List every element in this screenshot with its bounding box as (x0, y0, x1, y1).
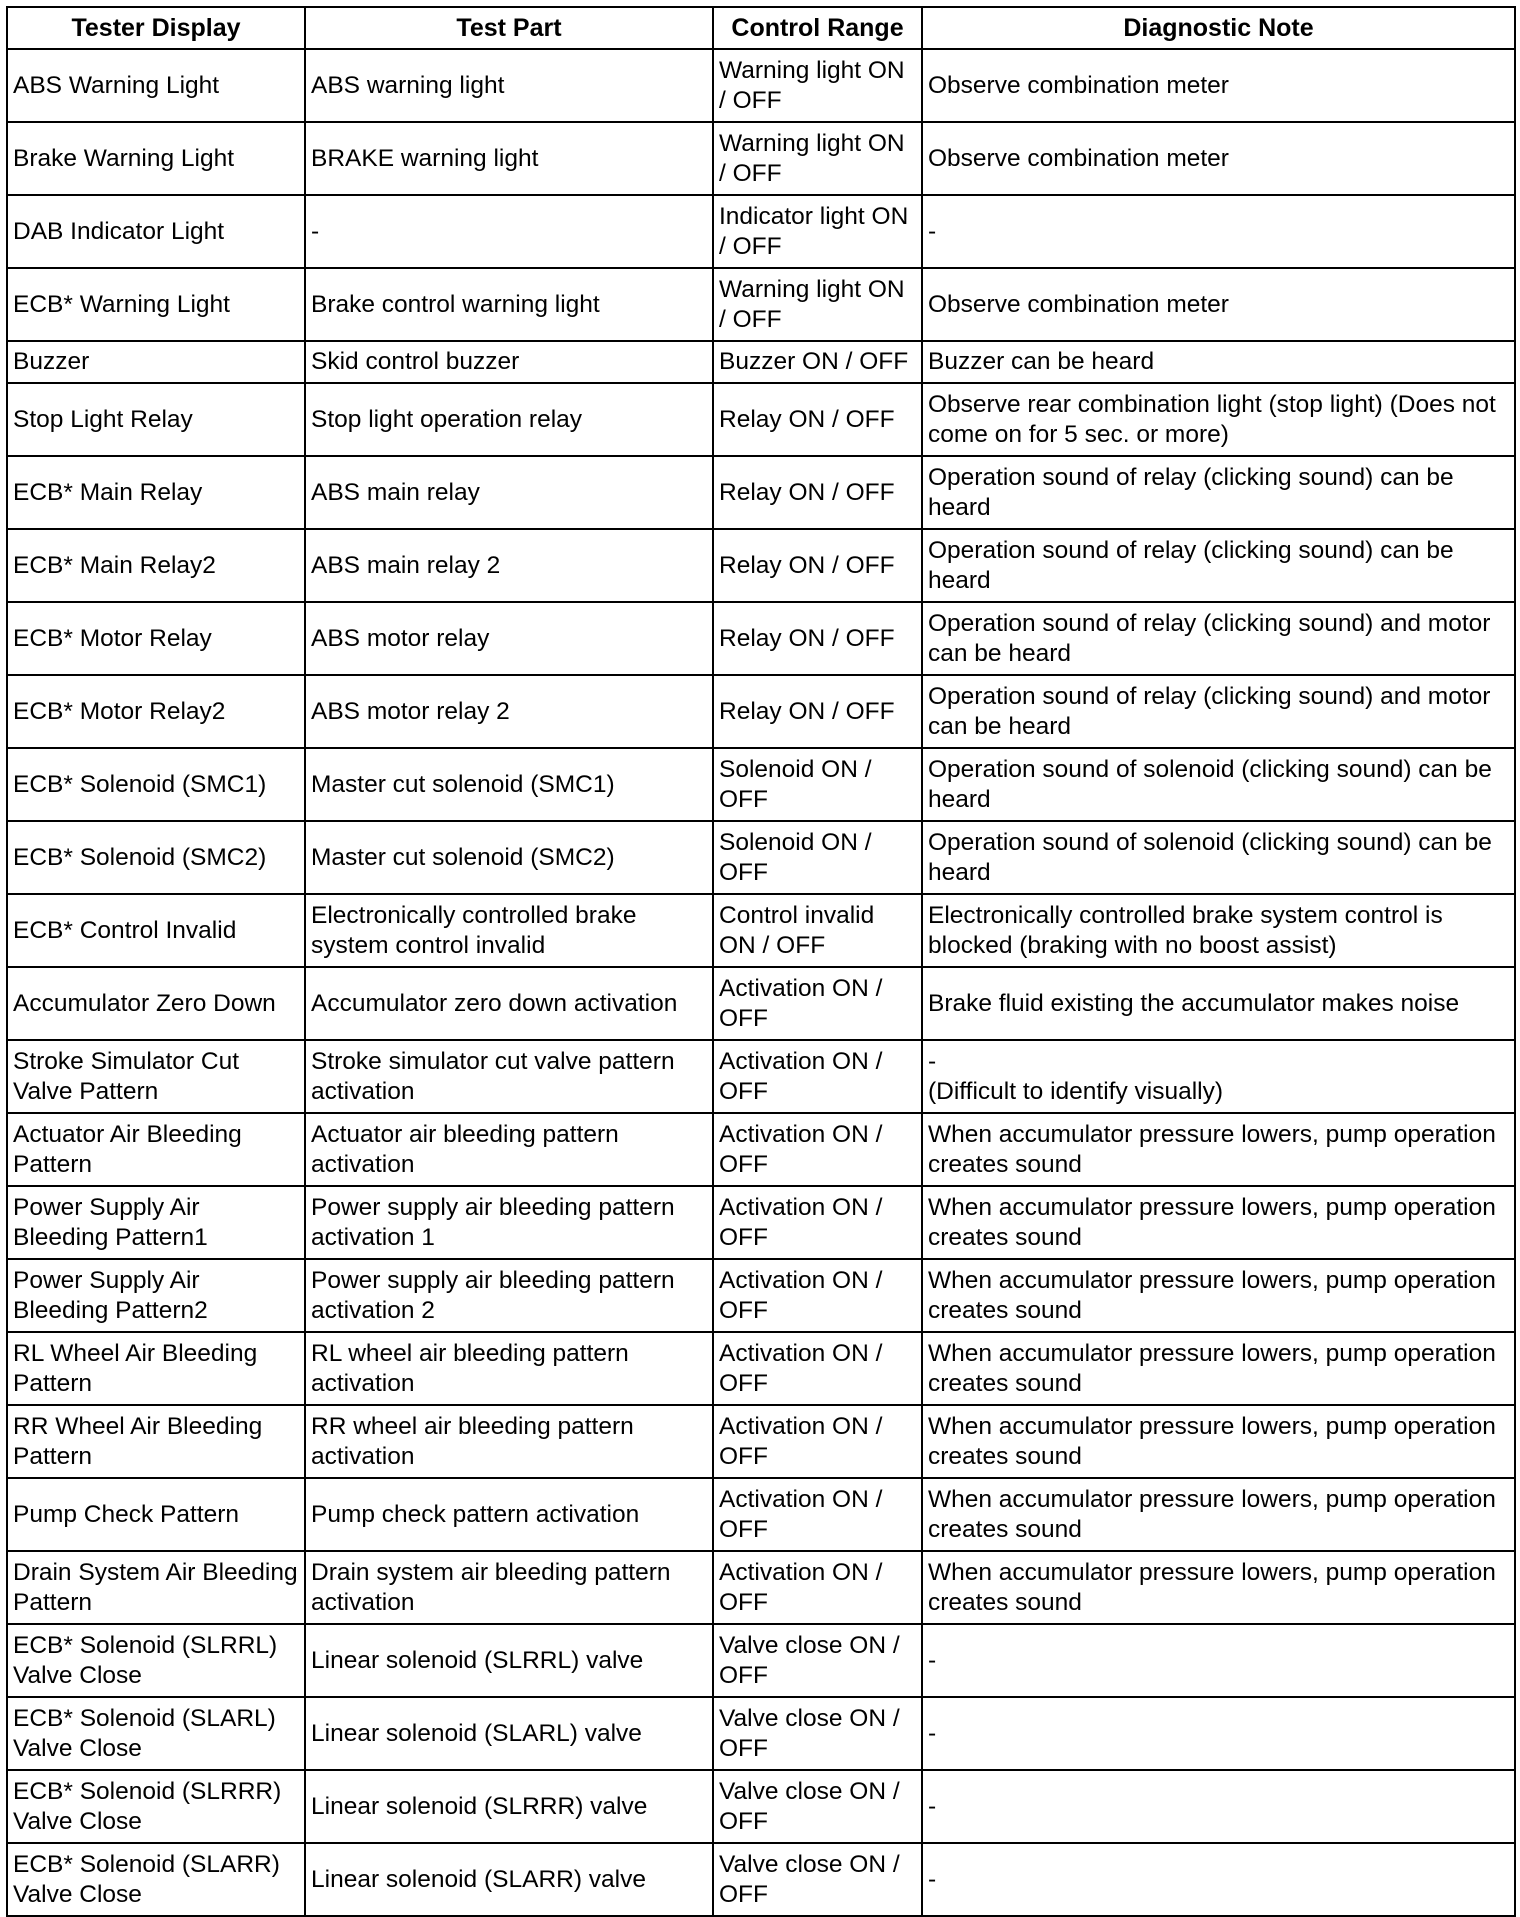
control-range-cell: Control invalid ON / OFF (713, 894, 922, 967)
table-row (7, 529, 1515, 602)
diagnostic-note-cell: Observe combination meter (922, 49, 1515, 122)
table-row (7, 1186, 1515, 1259)
tester-display-cell: RL Wheel Air Bleeding Pattern (7, 1332, 305, 1405)
tester-display-cell: ECB* Motor Relay2 (7, 675, 305, 748)
table-row (7, 383, 1515, 456)
table-row (7, 1624, 1515, 1697)
test-part-cell: Accumulator zero down activation (305, 967, 713, 1040)
test-part-cell: Linear solenoid (SLRRL) valve (305, 1624, 713, 1697)
table-row (7, 1113, 1515, 1186)
control-range-cell: Warning light ON / OFF (713, 268, 922, 341)
tester-display-cell: DAB Indicator Light (7, 195, 305, 268)
control-range-cell: Relay ON / OFF (713, 383, 922, 456)
control-range-cell: Activation ON / OFF (713, 1551, 922, 1624)
tester-display-cell: Actuator Air Bleeding Pattern (7, 1113, 305, 1186)
tester-display-cell: ECB* Main Relay2 (7, 529, 305, 602)
control-range-cell: Indicator light ON / OFF (713, 195, 922, 268)
tester-display-cell: ECB* Solenoid (SLARR) Valve Close (7, 1843, 305, 1916)
diagnostic-note-cell: Buzzer can be heard (922, 341, 1515, 383)
control-range-cell: Activation ON / OFF (713, 967, 922, 1040)
table-row (7, 1478, 1515, 1551)
diagnostic-note-cell: When accumulator pressure lowers, pump operation creates sound (922, 1113, 1515, 1186)
tester-display-cell: ECB* Control Invalid (7, 894, 305, 967)
test-part-cell: RL wheel air bleeding pattern activation (305, 1332, 713, 1405)
table-row (7, 1040, 1515, 1113)
diagnostic-note-cell: When accumulator pressure lowers, pump operation creates sound (922, 1551, 1515, 1624)
diagnostic-note-cell: When accumulator pressure lowers, pump operation creates sound (922, 1259, 1515, 1332)
control-range-cell: Valve close ON / OFF (713, 1624, 922, 1697)
tester-display-cell: Drain System Air Bleeding Pattern (7, 1551, 305, 1624)
table-row (7, 1697, 1515, 1770)
test-part-cell: ABS motor relay 2 (305, 675, 713, 748)
diagnostic-note-cell: Electronically controlled brake system control is blocked (braking with no boost assist) (922, 894, 1515, 967)
diagnostic-note-cell: When accumulator pressure lowers, pump operation creates sound (922, 1332, 1515, 1405)
tester-display-cell: ECB* Solenoid (SLRRR) Valve Close (7, 1770, 305, 1843)
control-range-cell: Warning light ON / OFF (713, 49, 922, 122)
test-part-cell: Brake control warning light (305, 268, 713, 341)
tester-display-cell: ECB* Main Relay (7, 456, 305, 529)
diagnostic-note-cell: - (922, 1697, 1515, 1770)
tester-display-cell: ECB* Solenoid (SLARL) Valve Close (7, 1697, 305, 1770)
diagnostic-note-cell: Observe combination meter (922, 268, 1515, 341)
tester-display-cell: ECB* Warning Light (7, 268, 305, 341)
header-row (7, 7, 1515, 49)
tester-display-cell: ECB* Solenoid (SMC1) (7, 748, 305, 821)
control-range-cell: Activation ON / OFF (713, 1405, 922, 1478)
tester-display-cell: ECB* Solenoid (SLRRL) Valve Close (7, 1624, 305, 1697)
table-row (7, 748, 1515, 821)
active-test-table (6, 6, 1516, 1917)
control-range-cell: Activation ON / OFF (713, 1186, 922, 1259)
header-test-part: Test Part (305, 7, 713, 49)
tester-display-cell: Power Supply Air Bleeding Pattern2 (7, 1259, 305, 1332)
diagnostic-note-cell: Observe rear combination light (stop light) (Does not come on for 5 sec. or more) (922, 383, 1515, 456)
test-part-cell: Master cut solenoid (SMC2) (305, 821, 713, 894)
test-part-cell: Drain system air bleeding pattern activation (305, 1551, 713, 1624)
test-part-cell: Electronically controlled brake system control invalid (305, 894, 713, 967)
test-part-cell: Stroke simulator cut valve pattern activation (305, 1040, 713, 1113)
diagnostic-note-cell: When accumulator pressure lowers, pump operation creates sound (922, 1405, 1515, 1478)
test-part-cell: Stop light operation relay (305, 383, 713, 456)
test-part-cell: Power supply air bleeding pattern activation 1 (305, 1186, 713, 1259)
control-range-cell: Buzzer ON / OFF (713, 341, 922, 383)
tester-display-cell: ECB* Solenoid (SMC2) (7, 821, 305, 894)
table-row (7, 894, 1515, 967)
test-part-cell: Linear solenoid (SLRRR) valve (305, 1770, 713, 1843)
diagnostic-note-cell: Operation sound of relay (clicking sound) and motor can be heard (922, 602, 1515, 675)
test-part-cell: BRAKE warning light (305, 122, 713, 195)
control-range-cell: Solenoid ON / OFF (713, 821, 922, 894)
test-part-cell: ABS motor relay (305, 602, 713, 675)
test-part-cell: Linear solenoid (SLARR) valve (305, 1843, 713, 1916)
control-range-cell: Activation ON / OFF (713, 1332, 922, 1405)
control-range-cell: Warning light ON / OFF (713, 122, 922, 195)
table-row (7, 49, 1515, 122)
table-row (7, 268, 1515, 341)
tester-display-cell: Buzzer (7, 341, 305, 383)
test-part-cell: Pump check pattern activation (305, 1478, 713, 1551)
table-row (7, 602, 1515, 675)
table-row (7, 675, 1515, 748)
diagnostic-note-cell: Operation sound of relay (clicking sound) and motor can be heard (922, 675, 1515, 748)
tester-display-cell: Power Supply Air Bleeding Pattern1 (7, 1186, 305, 1259)
table-row (7, 1332, 1515, 1405)
control-range-cell: Valve close ON / OFF (713, 1697, 922, 1770)
tester-display-cell: ECB* Motor Relay (7, 602, 305, 675)
table-row (7, 122, 1515, 195)
table-row (7, 821, 1515, 894)
table-row (7, 1551, 1515, 1624)
tester-display-cell: Brake Warning Light (7, 122, 305, 195)
control-range-cell: Activation ON / OFF (713, 1040, 922, 1113)
table-row (7, 1843, 1515, 1916)
table-row (7, 456, 1515, 529)
control-range-cell: Relay ON / OFF (713, 456, 922, 529)
tester-display-cell: RR Wheel Air Bleeding Pattern (7, 1405, 305, 1478)
diagnostic-note-cell: - (922, 195, 1515, 268)
diagnostic-note-cell: Operation sound of solenoid (clicking sound) can be heard (922, 821, 1515, 894)
diagnostic-note-cell: Operation sound of solenoid (clicking sound) can be heard (922, 748, 1515, 821)
control-range-cell: Activation ON / OFF (713, 1113, 922, 1186)
table-row (7, 1259, 1515, 1332)
tester-display-cell: ABS Warning Light (7, 49, 305, 122)
tester-display-cell: Pump Check Pattern (7, 1478, 305, 1551)
test-part-cell: Linear solenoid (SLARL) valve (305, 1697, 713, 1770)
tester-display-cell: Stop Light Relay (7, 383, 305, 456)
test-part-cell: Actuator air bleeding pattern activation (305, 1113, 713, 1186)
diagnostic-note-cell: Operation sound of relay (clicking sound) can be heard (922, 529, 1515, 602)
header-control-range: Control Range (713, 7, 922, 49)
table-row (7, 195, 1515, 268)
control-range-cell: Valve close ON / OFF (713, 1843, 922, 1916)
test-part-cell: ABS main relay (305, 456, 713, 529)
tester-display-cell: Stroke Simulator Cut Valve Pattern (7, 1040, 305, 1113)
test-part-cell: ABS warning light (305, 49, 713, 122)
header-diagnostic-note: Diagnostic Note (922, 7, 1515, 49)
control-range-cell: Activation ON / OFF (713, 1259, 922, 1332)
diagnostic-note-cell: Operation sound of relay (clicking sound) can be heard (922, 456, 1515, 529)
header-tester-display: Tester Display (7, 7, 305, 49)
test-part-cell: - (305, 195, 713, 268)
diagnostic-note-cell: Observe combination meter (922, 122, 1515, 195)
test-part-cell: ABS main relay 2 (305, 529, 713, 602)
control-range-cell: Valve close ON / OFF (713, 1770, 922, 1843)
control-range-cell: Relay ON / OFF (713, 602, 922, 675)
control-range-cell: Activation ON / OFF (713, 1478, 922, 1551)
control-range-cell: Solenoid ON / OFF (713, 748, 922, 821)
table-row (7, 967, 1515, 1040)
test-part-cell: Power supply air bleeding pattern activation 2 (305, 1259, 713, 1332)
tester-display-cell: Accumulator Zero Down (7, 967, 305, 1040)
test-part-cell: Master cut solenoid (SMC1) (305, 748, 713, 821)
table-row (7, 1770, 1515, 1843)
diagnostic-note-cell: When accumulator pressure lowers, pump operation creates sound (922, 1478, 1515, 1551)
table-row (7, 341, 1515, 383)
diagnostic-note-cell: Brake fluid existing the accumulator makes noise (922, 967, 1515, 1040)
diagnostic-note-cell: - (Difficult to identify visually) (922, 1040, 1515, 1113)
test-part-cell: RR wheel air bleeding pattern activation (305, 1405, 713, 1478)
table-row (7, 1405, 1515, 1478)
diagnostic-note-cell: - (922, 1843, 1515, 1916)
diagnostic-note-cell: - (922, 1624, 1515, 1697)
control-range-cell: Relay ON / OFF (713, 675, 922, 748)
control-range-cell: Relay ON / OFF (713, 529, 922, 602)
diagnostic-note-cell: - (922, 1770, 1515, 1843)
diagnostic-note-cell: When accumulator pressure lowers, pump operation creates sound (922, 1186, 1515, 1259)
test-part-cell: Skid control buzzer (305, 341, 713, 383)
